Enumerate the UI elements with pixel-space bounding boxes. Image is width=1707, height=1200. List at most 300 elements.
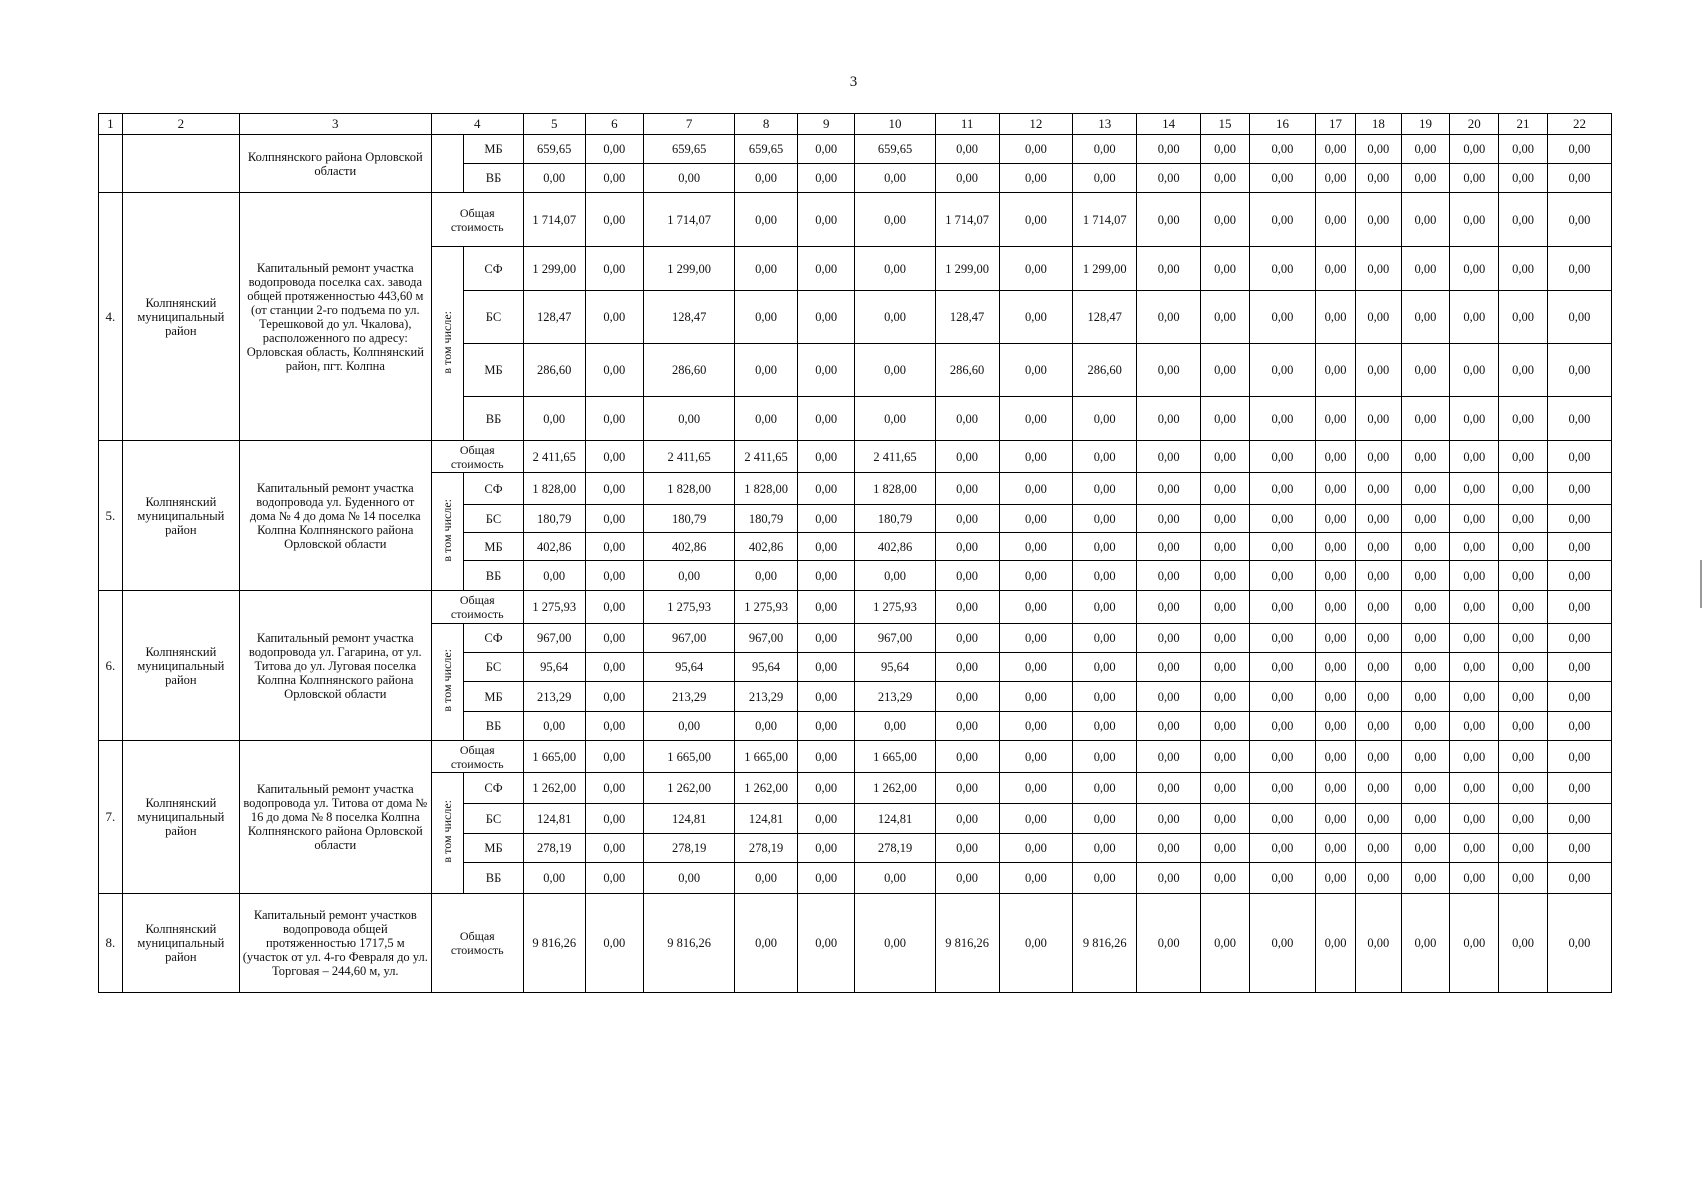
value-cell: 278,19	[523, 834, 585, 863]
value-cell: 0,00	[1547, 804, 1611, 834]
funding-type: БС	[464, 505, 524, 533]
including-label-cell	[431, 624, 464, 741]
value-cell: 0,00	[1450, 533, 1499, 561]
funding-type: ВБ	[464, 863, 524, 894]
value-cell: 0,00	[999, 164, 1073, 193]
value-cell: 0,00	[1450, 247, 1499, 291]
value-cell: 0,00	[1499, 591, 1548, 624]
value-cell: 967,00	[735, 624, 798, 653]
value-cell: 0,00	[1356, 473, 1402, 505]
funding-type: СФ	[464, 473, 524, 505]
value-cell: 0,00	[1137, 741, 1201, 773]
value-cell: 0,00	[585, 682, 644, 712]
value-cell: 402,86	[644, 533, 735, 561]
value-cell: 0,00	[855, 863, 935, 894]
value-cell: 0,00	[935, 533, 999, 561]
value-cell: 0,00	[1201, 591, 1250, 624]
value-cell: 402,86	[855, 533, 935, 561]
value-cell: 0,00	[999, 344, 1073, 397]
value-cell: 0,00	[935, 834, 999, 863]
value-cell: 0,00	[1547, 773, 1611, 804]
column-header-8: 8	[735, 114, 798, 135]
value-cell: 213,29	[855, 682, 935, 712]
value-cell: 0,00	[935, 441, 999, 473]
value-cell: 0,00	[1137, 473, 1201, 505]
value-cell: 0,00	[1249, 135, 1315, 164]
value-cell: 0,00	[1450, 135, 1499, 164]
value-cell: 0,00	[585, 834, 644, 863]
value-cell: 1 665,00	[855, 741, 935, 773]
value-cell: 0,00	[1316, 682, 1356, 712]
value-cell: 286,60	[935, 344, 999, 397]
value-cell: 0,00	[1547, 741, 1611, 773]
value-cell: 9 816,26	[523, 894, 585, 993]
funding-type: МБ	[464, 682, 524, 712]
value-cell: 0,00	[735, 247, 798, 291]
value-cell: 0,00	[1499, 863, 1548, 894]
column-header-11: 11	[935, 114, 999, 135]
value-cell: 0,00	[1547, 441, 1611, 473]
value-cell: 213,29	[735, 682, 798, 712]
value-cell: 0,00	[644, 397, 735, 441]
district-cell: Колпнянский муниципальный район	[122, 894, 239, 993]
value-cell: 278,19	[735, 834, 798, 863]
value-cell: 0,00	[999, 682, 1073, 712]
value-cell: 0,00	[1401, 473, 1450, 505]
funding-type: МБ	[464, 834, 524, 863]
value-cell: 0,00	[999, 591, 1073, 624]
value-cell: 0,00	[1073, 505, 1137, 533]
value-cell: 0,00	[1249, 624, 1315, 653]
value-cell: 0,00	[999, 653, 1073, 682]
value-cell: 0,00	[1073, 773, 1137, 804]
value-cell: 0,00	[935, 397, 999, 441]
value-cell: 0,00	[1316, 533, 1356, 561]
value-cell: 0,00	[798, 773, 855, 804]
value-cell: 0,00	[585, 473, 644, 505]
total-cost-label: Общая стоимость	[431, 894, 523, 993]
value-cell: 124,81	[523, 804, 585, 834]
value-cell: 0,00	[644, 863, 735, 894]
value-cell: 0,00	[1073, 164, 1137, 193]
district-cell	[122, 135, 239, 193]
column-header-21: 21	[1499, 114, 1548, 135]
value-cell: 0,00	[1499, 505, 1548, 533]
value-cell: 0,00	[798, 344, 855, 397]
value-cell: 0,00	[999, 561, 1073, 591]
value-cell: 124,81	[855, 804, 935, 834]
value-cell: 0,00	[935, 473, 999, 505]
value-cell: 0,00	[798, 505, 855, 533]
value-cell: 0,00	[1201, 441, 1250, 473]
value-cell: 0,00	[1450, 863, 1499, 894]
value-cell: 0,00	[1137, 682, 1201, 712]
value-cell: 0,00	[1201, 397, 1250, 441]
value-cell: 0,00	[1249, 863, 1315, 894]
value-cell: 0,00	[1249, 344, 1315, 397]
value-cell: 1 262,00	[523, 773, 585, 804]
value-cell: 0,00	[1073, 804, 1137, 834]
value-cell: 0,00	[1450, 561, 1499, 591]
value-cell: 0,00	[1356, 247, 1402, 291]
value-cell: 2 411,65	[523, 441, 585, 473]
value-cell: 0,00	[523, 863, 585, 894]
value-cell: 0,00	[1137, 135, 1201, 164]
value-cell: 0,00	[1450, 682, 1499, 712]
value-cell: 0,00	[1401, 773, 1450, 804]
value-cell: 0,00	[855, 344, 935, 397]
value-cell: 0,00	[1401, 291, 1450, 344]
value-cell: 1 828,00	[735, 473, 798, 505]
value-cell: 0,00	[1201, 135, 1250, 164]
value-cell: 0,00	[935, 653, 999, 682]
table-row	[99, 193, 1612, 247]
value-cell: 0,00	[1249, 741, 1315, 773]
value-cell: 0,00	[1450, 291, 1499, 344]
value-cell: 0,00	[1316, 624, 1356, 653]
value-cell: 0,00	[935, 741, 999, 773]
budget-table	[98, 113, 1612, 993]
value-cell: 0,00	[585, 712, 644, 741]
value-cell: 2 411,65	[735, 441, 798, 473]
value-cell: 0,00	[1316, 741, 1356, 773]
value-cell: 0,00	[1073, 863, 1137, 894]
value-cell: 0,00	[1450, 473, 1499, 505]
value-cell: 0,00	[935, 591, 999, 624]
value-cell: 95,64	[523, 653, 585, 682]
value-cell: 0,00	[585, 164, 644, 193]
value-cell: 0,00	[1547, 247, 1611, 291]
value-cell: 9 816,26	[1073, 894, 1137, 993]
value-cell: 0,00	[523, 397, 585, 441]
value-cell: 0,00	[1401, 193, 1450, 247]
value-cell: 0,00	[1249, 834, 1315, 863]
value-cell: 0,00	[1201, 291, 1250, 344]
value-cell: 1 275,93	[855, 591, 935, 624]
value-cell: 0,00	[1547, 682, 1611, 712]
total-cost-label: Общая стоимость	[431, 591, 523, 624]
value-cell: 0,00	[585, 193, 644, 247]
value-cell: 0,00	[1450, 397, 1499, 441]
value-cell: 402,86	[735, 533, 798, 561]
value-cell: 0,00	[1450, 773, 1499, 804]
value-cell: 402,86	[523, 533, 585, 561]
value-cell: 0,00	[935, 505, 999, 533]
value-cell: 0,00	[999, 441, 1073, 473]
column-header-15: 15	[1201, 114, 1250, 135]
value-cell: 0,00	[644, 712, 735, 741]
value-cell: 0,00	[999, 741, 1073, 773]
value-cell: 0,00	[1356, 291, 1402, 344]
value-cell: 0,00	[1547, 135, 1611, 164]
value-cell: 0,00	[1401, 561, 1450, 591]
value-cell: 1 714,07	[935, 193, 999, 247]
description-cell: Капитальный ремонт участка водопровода ул. Гагарина, от ул. Титова до ул. Луговая поселка Колпна Колпнянского района Орловской области	[239, 591, 431, 741]
value-cell: 0,00	[1073, 561, 1137, 591]
value-cell: 1 299,00	[523, 247, 585, 291]
value-cell: 0,00	[1356, 505, 1402, 533]
value-cell: 286,60	[1073, 344, 1137, 397]
value-cell: 95,64	[644, 653, 735, 682]
value-cell: 0,00	[1249, 397, 1315, 441]
table-row	[99, 741, 1612, 773]
value-cell: 1 665,00	[735, 741, 798, 773]
value-cell: 0,00	[935, 624, 999, 653]
value-cell: 1 262,00	[644, 773, 735, 804]
value-cell: 0,00	[999, 193, 1073, 247]
value-cell: 0,00	[585, 247, 644, 291]
funding-type: МБ	[464, 344, 524, 397]
value-cell: 1 828,00	[644, 473, 735, 505]
value-cell: 0,00	[1401, 505, 1450, 533]
value-cell: 0,00	[1073, 653, 1137, 682]
value-cell: 0,00	[585, 591, 644, 624]
value-cell: 0,00	[1137, 712, 1201, 741]
value-cell: 0,00	[1401, 164, 1450, 193]
value-cell: 1 299,00	[935, 247, 999, 291]
value-cell: 0,00	[1450, 164, 1499, 193]
funding-type: ВБ	[464, 397, 524, 441]
value-cell: 0,00	[855, 561, 935, 591]
value-cell: 0,00	[1201, 773, 1250, 804]
value-cell: 0,00	[798, 533, 855, 561]
value-cell: 0,00	[1137, 894, 1201, 993]
value-cell: 0,00	[1547, 894, 1611, 993]
column-header-10: 10	[855, 114, 935, 135]
value-cell: 0,00	[1201, 344, 1250, 397]
value-cell: 0,00	[1316, 863, 1356, 894]
value-cell: 0,00	[1450, 441, 1499, 473]
value-cell: 0,00	[1499, 135, 1548, 164]
including-label: в том числе:	[440, 800, 455, 863]
value-cell: 0,00	[1401, 894, 1450, 993]
value-cell: 213,29	[644, 682, 735, 712]
value-cell: 0,00	[798, 591, 855, 624]
value-cell: 0,00	[1499, 193, 1548, 247]
row-number-cell	[99, 135, 123, 193]
value-cell: 0,00	[1073, 397, 1137, 441]
value-cell: 0,00	[1137, 291, 1201, 344]
value-cell: 0,00	[1499, 894, 1548, 993]
value-cell: 0,00	[1316, 193, 1356, 247]
column-header-13: 13	[1073, 114, 1137, 135]
value-cell: 0,00	[735, 561, 798, 591]
value-cell: 0,00	[735, 193, 798, 247]
value-cell: 95,64	[735, 653, 798, 682]
column-header-18: 18	[1356, 114, 1402, 135]
value-cell: 0,00	[798, 291, 855, 344]
value-cell: 0,00	[999, 473, 1073, 505]
column-header-17: 17	[1316, 114, 1356, 135]
value-cell: 0,00	[1499, 682, 1548, 712]
value-cell: 0,00	[798, 712, 855, 741]
value-cell: 0,00	[798, 193, 855, 247]
value-cell: 0,00	[1316, 291, 1356, 344]
value-cell: 0,00	[1356, 397, 1402, 441]
value-cell: 0,00	[1201, 561, 1250, 591]
value-cell: 0,00	[1073, 441, 1137, 473]
value-cell: 0,00	[1201, 653, 1250, 682]
value-cell: 0,00	[798, 682, 855, 712]
value-cell: 0,00	[1249, 193, 1315, 247]
value-cell: 0,00	[935, 561, 999, 591]
funding-type: ВБ	[464, 561, 524, 591]
value-cell: 0,00	[798, 473, 855, 505]
header-row	[99, 114, 1612, 135]
value-cell: 0,00	[1450, 712, 1499, 741]
value-cell: 0,00	[1499, 533, 1548, 561]
funding-type: МБ	[464, 135, 524, 164]
value-cell: 0,00	[1137, 164, 1201, 193]
value-cell: 0,00	[999, 834, 1073, 863]
including-label-cell	[431, 473, 464, 591]
value-cell: 0,00	[855, 193, 935, 247]
value-cell: 1 299,00	[1073, 247, 1137, 291]
value-cell: 278,19	[855, 834, 935, 863]
value-cell: 0,00	[935, 712, 999, 741]
value-cell: 0,00	[1547, 505, 1611, 533]
value-cell: 0,00	[1316, 591, 1356, 624]
value-cell: 2 411,65	[855, 441, 935, 473]
value-cell: 0,00	[1450, 894, 1499, 993]
value-cell: 0,00	[1201, 247, 1250, 291]
value-cell: 124,81	[644, 804, 735, 834]
value-cell: 0,00	[1356, 682, 1402, 712]
value-cell: 0,00	[1249, 653, 1315, 682]
value-cell: 0,00	[585, 804, 644, 834]
value-cell: 0,00	[1073, 135, 1137, 164]
including-label-cell	[431, 247, 464, 441]
value-cell: 0,00	[935, 804, 999, 834]
value-cell: 0,00	[1401, 441, 1450, 473]
value-cell: 0,00	[1316, 712, 1356, 741]
row-number-cell: 6.	[99, 591, 123, 741]
value-cell: 0,00	[735, 164, 798, 193]
value-cell: 0,00	[1356, 533, 1402, 561]
table-row	[99, 894, 1612, 993]
value-cell: 0,00	[1356, 193, 1402, 247]
value-cell: 0,00	[1249, 291, 1315, 344]
value-cell: 967,00	[644, 624, 735, 653]
value-cell: 0,00	[1499, 441, 1548, 473]
value-cell: 0,00	[1499, 653, 1548, 682]
column-header-22: 22	[1547, 114, 1611, 135]
value-cell: 0,00	[1547, 533, 1611, 561]
value-cell: 1 665,00	[523, 741, 585, 773]
value-cell: 0,00	[798, 834, 855, 863]
value-cell: 0,00	[585, 441, 644, 473]
value-cell: 0,00	[1249, 561, 1315, 591]
value-cell: 0,00	[1249, 505, 1315, 533]
value-cell: 0,00	[1499, 624, 1548, 653]
value-cell: 0,00	[585, 561, 644, 591]
value-cell: 0,00	[1401, 533, 1450, 561]
value-cell: 0,00	[1356, 164, 1402, 193]
column-header-12: 12	[999, 114, 1073, 135]
value-cell: 0,00	[1547, 193, 1611, 247]
funding-type: МБ	[464, 533, 524, 561]
description-cell: Капитальный ремонт участков водопровода общей протяженностью 1717,5 м (участок от ул. 4-го Февраля до ул. Торговая – 244,60 м, ул.	[239, 894, 431, 993]
value-cell: 0,00	[798, 397, 855, 441]
value-cell: 0,00	[1137, 834, 1201, 863]
value-cell: 0,00	[855, 712, 935, 741]
value-cell: 0,00	[1547, 653, 1611, 682]
value-cell: 0,00	[1499, 561, 1548, 591]
value-cell: 0,00	[1316, 441, 1356, 473]
funding-type: БС	[464, 804, 524, 834]
value-cell: 0,00	[585, 397, 644, 441]
value-cell: 1 275,93	[523, 591, 585, 624]
value-cell: 0,00	[1499, 804, 1548, 834]
value-cell: 1 828,00	[523, 473, 585, 505]
value-cell: 0,00	[1073, 682, 1137, 712]
value-cell: 0,00	[1201, 505, 1250, 533]
value-cell: 1 714,07	[523, 193, 585, 247]
value-cell: 0,00	[1499, 773, 1548, 804]
value-cell: 0,00	[1137, 561, 1201, 591]
value-cell: 0,00	[1401, 344, 1450, 397]
value-cell: 180,79	[735, 505, 798, 533]
value-cell: 1 262,00	[735, 773, 798, 804]
value-cell: 1 275,93	[644, 591, 735, 624]
value-cell: 0,00	[798, 164, 855, 193]
value-cell: 1 275,93	[735, 591, 798, 624]
value-cell: 0,00	[1249, 804, 1315, 834]
value-cell: 0,00	[1356, 653, 1402, 682]
value-cell: 0,00	[1401, 741, 1450, 773]
value-cell: 0,00	[798, 741, 855, 773]
value-cell: 0,00	[1137, 863, 1201, 894]
column-header-5: 5	[523, 114, 585, 135]
value-cell: 0,00	[1401, 624, 1450, 653]
value-cell: 9 816,26	[644, 894, 735, 993]
value-cell: 0,00	[999, 397, 1073, 441]
value-cell: 0,00	[1547, 164, 1611, 193]
value-cell: 1 299,00	[644, 247, 735, 291]
value-cell: 659,65	[855, 135, 935, 164]
description-cell: Колпнянского района Орловской области	[239, 135, 431, 193]
column-header-19: 19	[1401, 114, 1450, 135]
value-cell: 0,00	[1499, 344, 1548, 397]
funding-type: ВБ	[464, 164, 524, 193]
value-cell: 0,00	[1356, 561, 1402, 591]
value-cell: 0,00	[1201, 712, 1250, 741]
value-cell: 0,00	[999, 894, 1073, 993]
value-cell: 0,00	[935, 773, 999, 804]
value-cell: 0,00	[1201, 193, 1250, 247]
value-cell: 0,00	[735, 712, 798, 741]
value-cell: 0,00	[1249, 473, 1315, 505]
value-cell: 0,00	[1356, 441, 1402, 473]
value-cell: 0,00	[798, 624, 855, 653]
district-cell: Колпнянский муниципальный район	[122, 591, 239, 741]
value-cell: 0,00	[1547, 624, 1611, 653]
value-cell: 0,00	[1249, 441, 1315, 473]
value-cell: 0,00	[1137, 193, 1201, 247]
value-cell: 0,00	[1356, 741, 1402, 773]
value-cell: 0,00	[1316, 344, 1356, 397]
value-cell: 0,00	[585, 653, 644, 682]
value-cell: 0,00	[1316, 164, 1356, 193]
row-number-cell: 4.	[99, 193, 123, 441]
value-cell: 0,00	[1137, 397, 1201, 441]
value-cell: 1 714,07	[1073, 193, 1137, 247]
value-cell: 0,00	[1249, 682, 1315, 712]
value-cell: 0,00	[1356, 834, 1402, 863]
value-cell: 0,00	[1401, 653, 1450, 682]
value-cell: 1 665,00	[644, 741, 735, 773]
value-cell: 0,00	[1137, 533, 1201, 561]
